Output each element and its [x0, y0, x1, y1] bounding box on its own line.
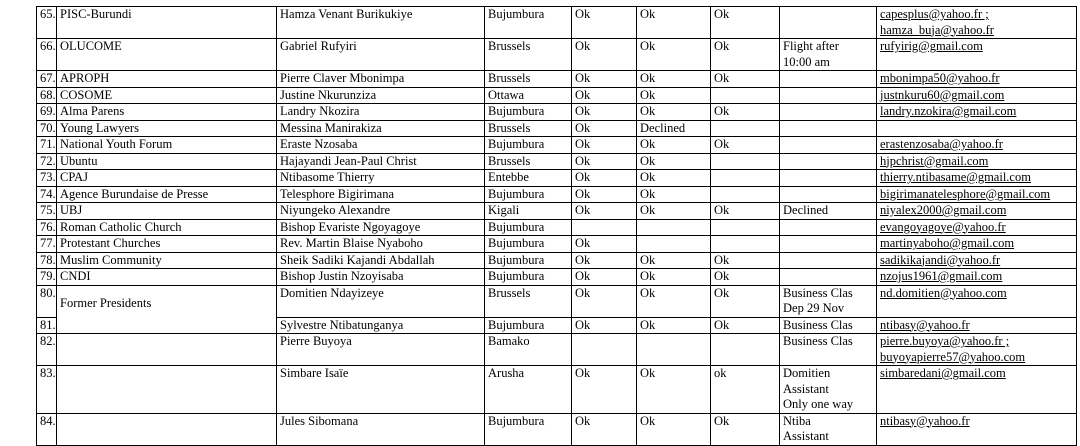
- status-3: Ok: [711, 285, 780, 317]
- status-2: [637, 236, 711, 253]
- note: Flight after: [783, 39, 839, 53]
- organization: Former Presidents: [60, 295, 152, 310]
- participant-name: Messina Manirakiza: [277, 120, 485, 137]
- table-row: [37, 186, 1077, 203]
- participant-name: Gabriel Rufyiri: [277, 39, 485, 71]
- status-3: Ok: [711, 7, 780, 39]
- note-cell: [780, 285, 877, 317]
- participant-name: Hajayandi Jean-Paul Christ: [277, 153, 485, 170]
- status-1: [572, 334, 637, 366]
- organization: COSOME: [57, 87, 277, 104]
- status-3: [711, 219, 780, 236]
- email-link[interactable]: justnkuru60@gmail.com: [877, 87, 1077, 104]
- note: Business Clas: [780, 317, 877, 334]
- status-1: Ok: [572, 87, 637, 104]
- table-body: [37, 7, 1077, 446]
- note: [780, 137, 877, 154]
- note: [780, 219, 877, 236]
- note: [780, 71, 877, 88]
- status-3: ok: [711, 366, 780, 414]
- status-1: Ok: [572, 170, 637, 187]
- status-1: Ok: [572, 269, 637, 286]
- participant-name: Rev. Martin Blaise Nyaboho: [277, 236, 485, 253]
- table-row: [37, 285, 1077, 317]
- note-cell: [780, 413, 877, 445]
- status-2: Ok: [637, 317, 711, 334]
- note: 10:00 am: [783, 54, 830, 69]
- organization: Alma Parens: [57, 104, 277, 121]
- status-3: Ok: [711, 71, 780, 88]
- table-row: [37, 269, 1077, 286]
- email-link[interactable]: pierre.buyoya@yahoo.fr ;: [880, 334, 1010, 348]
- note: Domitien: [783, 366, 831, 380]
- email-link[interactable]: ntibasy@yahoo.fr: [877, 413, 1077, 445]
- status-1: Ok: [572, 137, 637, 154]
- table-row: [37, 334, 1077, 366]
- organization: Agence Burundaise de Presse: [57, 186, 277, 203]
- note: [780, 87, 877, 104]
- table-row: [37, 137, 1077, 154]
- table-row: [37, 87, 1077, 104]
- email-link[interactable]: evangoyagoye@yahoo.fr: [877, 219, 1077, 236]
- row-number: 78.: [37, 252, 57, 269]
- status-2: [637, 219, 711, 236]
- city: Bujumbura: [485, 219, 572, 236]
- participant-name: Ntibasome Thierry: [277, 170, 485, 187]
- city: Bujumbura: [485, 317, 572, 334]
- table-row: [37, 104, 1077, 121]
- city: Arusha: [485, 366, 572, 414]
- row-number: 76.: [37, 219, 57, 236]
- status-1: Ok: [572, 71, 637, 88]
- status-2: Ok: [637, 137, 711, 154]
- email-cell: [877, 334, 1077, 366]
- city: Brussels: [485, 285, 572, 317]
- row-number: 74.: [37, 186, 57, 203]
- participant-name: Sylvestre Ntibatunganya: [277, 317, 485, 334]
- city: Bujumbura: [485, 186, 572, 203]
- table-row: [37, 39, 1077, 71]
- participant-name: Domitien Ndayizeye: [277, 285, 485, 317]
- table-row: [37, 7, 1077, 39]
- note: Dep 29 Nov: [783, 301, 845, 315]
- row-number: 79.: [37, 269, 57, 286]
- city: Kigali: [485, 203, 572, 220]
- status-2: Ok: [637, 186, 711, 203]
- email-link[interactable]: buyoyapierre57@yahoo.com: [880, 349, 1026, 364]
- email-link[interactable]: landry.nzokira@gmail.com: [877, 104, 1077, 121]
- row-number: 66.: [37, 39, 57, 71]
- note: [780, 153, 877, 170]
- email-cell: [877, 7, 1077, 39]
- organization: Roman Catholic Church: [57, 219, 277, 236]
- note: [780, 170, 877, 187]
- note: Ntiba: [783, 413, 811, 428]
- organization-group: [57, 285, 277, 334]
- organization: APROPH: [57, 71, 277, 88]
- status-1: Ok: [572, 186, 637, 203]
- status-3: [711, 236, 780, 253]
- status-1: Ok: [572, 203, 637, 220]
- status-1: Ok: [572, 252, 637, 269]
- email-link[interactable]: martinyaboho@gmail.com: [877, 236, 1077, 253]
- participant-name: Sheik Sadiki Kajandi Abdallah: [277, 252, 485, 269]
- row-number: 72.: [37, 153, 57, 170]
- status-1: Ok: [572, 413, 637, 445]
- note-cell: [780, 366, 877, 414]
- status-1: Ok: [572, 104, 637, 121]
- table-row: [37, 219, 1077, 236]
- email-link[interactable]: erastenzosaba@yahoo.fr: [877, 137, 1077, 154]
- organization: CNDI: [57, 269, 277, 286]
- note: [780, 252, 877, 269]
- participants-table: [36, 6, 1077, 446]
- note: [780, 269, 877, 286]
- organization: Protestant Churches: [57, 236, 277, 253]
- organization: Young Lawyers: [57, 120, 277, 137]
- status-3: [711, 170, 780, 187]
- email-link[interactable]: rufyirig@gmail.com: [877, 39, 1077, 71]
- status-1: [572, 219, 637, 236]
- status-3: [711, 120, 780, 137]
- row-number: 69.: [37, 104, 57, 121]
- note: [780, 7, 877, 39]
- email-link[interactable]: ntibasy@yahoo.fr: [877, 317, 1077, 334]
- participant-name: Justine Nkurunziza: [277, 87, 485, 104]
- city: Bujumbura: [485, 137, 572, 154]
- note: Business Clas: [780, 334, 877, 366]
- status-3: Ok: [711, 203, 780, 220]
- participant-name: Bishop Evariste Ngoyagoye: [277, 219, 485, 236]
- note: [780, 120, 877, 137]
- organization: PISC-Burundi: [57, 7, 277, 39]
- email-link[interactable]: niyalex2000@gmail.com: [877, 203, 1077, 220]
- status-1: Ok: [572, 120, 637, 137]
- city: Brussels: [485, 120, 572, 137]
- status-2: Ok: [637, 366, 711, 414]
- status-3: [711, 153, 780, 170]
- status-2: Ok: [637, 170, 711, 187]
- city: Brussels: [485, 71, 572, 88]
- status-3: Ok: [711, 137, 780, 154]
- city: Brussels: [485, 153, 572, 170]
- city: Bujumbura: [485, 269, 572, 286]
- city: Brussels: [485, 39, 572, 71]
- status-3: Ok: [711, 39, 780, 71]
- city: Bujumbura: [485, 413, 572, 445]
- organization-empty: [57, 413, 277, 445]
- status-2: Ok: [637, 71, 711, 88]
- participant-name: Simbare Isaïe: [277, 366, 485, 414]
- row-number: 70.: [37, 120, 57, 137]
- participant-name: Telesphore Bigirimana: [277, 186, 485, 203]
- row-number: 84.: [37, 413, 57, 445]
- note: [780, 104, 877, 121]
- status-2: Ok: [637, 104, 711, 121]
- status-3: [711, 87, 780, 104]
- participant-name: Pierre Claver Mbonimpa: [277, 71, 485, 88]
- status-2: Ok: [637, 87, 711, 104]
- row-number: 81.: [37, 317, 57, 334]
- status-1: Ok: [572, 153, 637, 170]
- status-3: [711, 334, 780, 366]
- participant-name: Eraste Nzosaba: [277, 137, 485, 154]
- status-3: Ok: [711, 269, 780, 286]
- table-row: [37, 120, 1077, 137]
- note: Declined: [780, 203, 877, 220]
- row-number: 67.: [37, 71, 57, 88]
- organization: UBJ: [57, 203, 277, 220]
- status-1: Ok: [572, 236, 637, 253]
- row-number: 82.: [37, 334, 57, 366]
- row-number: 65.: [37, 7, 57, 39]
- note: [780, 186, 877, 203]
- row-number: 77.: [37, 236, 57, 253]
- status-2: Ok: [637, 153, 711, 170]
- table-row: [37, 236, 1077, 253]
- table-row: [37, 252, 1077, 269]
- city: Ottawa: [485, 87, 572, 104]
- organization: OLUCOME: [57, 39, 277, 71]
- organization-empty: [57, 366, 277, 414]
- status-3: Ok: [711, 104, 780, 121]
- status-2: Ok: [637, 203, 711, 220]
- city: Bujumbura: [485, 252, 572, 269]
- status-2: Ok: [637, 7, 711, 39]
- status-2: Declined: [637, 120, 711, 137]
- table-row: [37, 71, 1077, 88]
- status-3: Ok: [711, 317, 780, 334]
- row-number: 83.: [37, 366, 57, 414]
- email-link[interactable]: bigirimanatelesphore@gmail.com: [877, 186, 1077, 203]
- city: Entebbe: [485, 170, 572, 187]
- organization: Ubuntu: [57, 153, 277, 170]
- row-number: 73.: [37, 170, 57, 187]
- table-row: [37, 170, 1077, 187]
- email-link[interactable]: capesplus@yahoo.fr ;: [880, 7, 989, 21]
- city: Bamako: [485, 334, 572, 366]
- table-row: [37, 413, 1077, 445]
- city: Bujumbura: [485, 7, 572, 39]
- email-link[interactable]: simbaredani@gmail.com: [877, 366, 1077, 414]
- status-1: Ok: [572, 366, 637, 414]
- note-cell: [780, 39, 877, 71]
- organization-empty: [57, 334, 277, 366]
- organization: Muslim Community: [57, 252, 277, 269]
- row-number: 75.: [37, 203, 57, 220]
- note: Business Clas: [783, 285, 853, 300]
- status-1: Ok: [572, 317, 637, 334]
- note: Assistant: [783, 381, 829, 396]
- status-2: Ok: [637, 285, 711, 317]
- participant-name: Pierre Buyoya: [277, 334, 485, 366]
- status-1: Ok: [572, 39, 637, 71]
- row-number: 80.: [37, 285, 57, 317]
- status-2: [637, 334, 711, 366]
- status-1: Ok: [572, 7, 637, 39]
- email-link[interactable]: nd.domitien@yahoo.com: [877, 285, 1077, 317]
- participant-name: Bishop Justin Nzoyisaba: [277, 269, 485, 286]
- note: [780, 236, 877, 253]
- participant-name: Niyungeko Alexandre: [277, 203, 485, 220]
- note: Assistant: [783, 429, 829, 443]
- table-row: [37, 366, 1077, 414]
- participant-name: Hamza Venant Burikukiye: [277, 7, 485, 39]
- status-2: Ok: [637, 269, 711, 286]
- table-row: [37, 203, 1077, 220]
- organization: National Youth Forum: [57, 137, 277, 154]
- email-link[interactable]: mbonimpa50@yahoo.fr: [877, 71, 1077, 88]
- city: Bujumbura: [485, 104, 572, 121]
- status-3: Ok: [711, 413, 780, 445]
- email-link[interactable]: hamza_buja@yahoo.fr: [880, 22, 994, 37]
- participant-name: Jules Sibomana: [277, 413, 485, 445]
- organization: CPAJ: [57, 170, 277, 187]
- city: Bujumbura: [485, 236, 572, 253]
- email-link[interactable]: nzojus1961@gmail.com: [877, 269, 1077, 286]
- status-3: [711, 186, 780, 203]
- row-number: 71.: [37, 137, 57, 154]
- status-1: Ok: [572, 285, 637, 317]
- participant-name: Landry Nkozira: [277, 104, 485, 121]
- status-2: Ok: [637, 413, 711, 445]
- email-link[interactable]: [877, 120, 1077, 137]
- row-number: 68.: [37, 87, 57, 104]
- status-2: Ok: [637, 39, 711, 71]
- table-row: [37, 153, 1077, 170]
- note: Only one way: [783, 397, 854, 411]
- email-link[interactable]: hjpchrist@gmail.com: [877, 153, 1077, 170]
- email-link[interactable]: thierry.ntibasame@gmail.com: [877, 170, 1077, 187]
- status-3: Ok: [711, 252, 780, 269]
- email-link[interactable]: sadikikajandi@yahoo.fr: [877, 252, 1077, 269]
- status-2: Ok: [637, 252, 711, 269]
